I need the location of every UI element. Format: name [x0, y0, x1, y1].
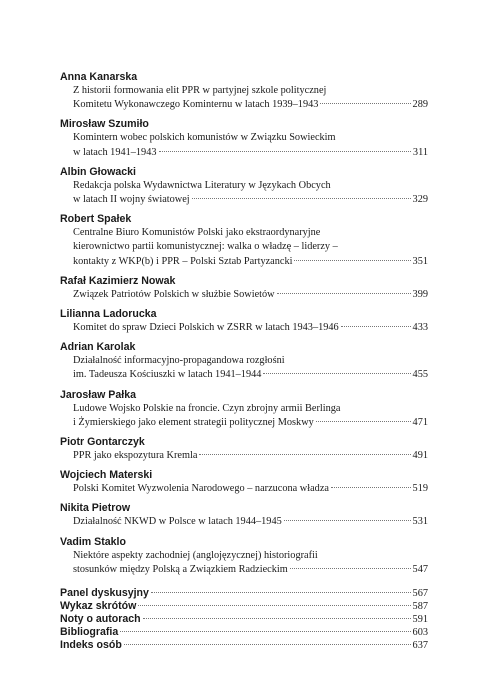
toc-title-line: Polski Komitet Wyzwolenia Narodowego – narzucona władza: [73, 483, 329, 495]
toc-entry[interactable]: [60, 449, 428, 463]
toc-title-line: i Żymierskiego jako element strategii politycznej Moskwy: [73, 416, 314, 428]
toc-title-row: [73, 98, 428, 112]
toc-title-line: stosunków między Polską a Związkiem Radzieckim: [73, 563, 288, 575]
toc-entry[interactable]: [60, 402, 428, 430]
toc-dot-leader: [320, 103, 410, 104]
toc-author: Vadim Staklo: [60, 535, 126, 548]
toc-title-row: [73, 193, 428, 207]
toc-dot-leader: [263, 373, 410, 374]
toc-page-number: 591: [412, 614, 428, 626]
toc-title-line: Działalność NKWD w Polsce w latach 1944–1945: [73, 516, 282, 528]
toc-author: Mirosław Szumiło: [60, 118, 149, 131]
toc-page-number: 519: [412, 483, 428, 495]
toc-page-number: 491: [412, 450, 428, 462]
toc-author: Jarosław Pałka: [60, 388, 136, 401]
toc-entry[interactable]: [60, 549, 428, 577]
toc-entry[interactable]: [60, 226, 428, 269]
toc-page-number: 329: [412, 194, 428, 206]
toc-title-line: kierownictwo partii komunistycznej: walka o władzę – liderzy –: [73, 241, 338, 253]
toc-back-label: Panel dyskusyjny: [60, 587, 149, 600]
toc-title-line: im. Tadeusza Kościuszki w latach 1941–1944: [73, 369, 262, 381]
toc-page-number: 351: [412, 255, 428, 267]
toc-title-line: Ludowe Wojsko Polskie na froncie. Czyn zbrojny armii Berlinga: [73, 402, 341, 414]
toc-page-number: 471: [412, 416, 428, 428]
toc-title-row: [73, 368, 428, 382]
toc-dot-leader: [192, 198, 411, 199]
toc-title-line: Komitetu Wykonawczego Kominternu w latach 1939–1943: [73, 99, 319, 111]
toc-dot-leader: [284, 520, 411, 521]
toc-title-line: Z historii formowania elit PPR w partyjnej szkole politycznej: [73, 85, 327, 96]
toc-back-label: Indeks osób: [60, 639, 122, 652]
toc-entries: [60, 70, 428, 577]
toc-title-row: [73, 146, 428, 160]
toc-page-number: 547: [412, 563, 428, 575]
toc-entry[interactable]: [60, 482, 428, 496]
toc-author: Lilianna Ladorucka: [60, 308, 157, 321]
toc-dot-leader: [124, 644, 411, 645]
toc-dot-leader: [277, 293, 411, 294]
toc-dot-leader: [331, 487, 411, 488]
toc-back-item[interactable]: [60, 613, 428, 626]
toc-back-item[interactable]: [60, 587, 428, 600]
toc-dot-leader: [151, 592, 411, 593]
toc-page-number: 455: [412, 369, 428, 381]
toc-title-row: [73, 288, 428, 302]
toc-title-line: Związek Patriotów Polskich w służbie Sowietów: [73, 288, 275, 300]
toc-page-number: 587: [412, 601, 428, 613]
toc-title-line: w latach II wojny światowej: [73, 194, 190, 206]
toc-title-row: [73, 449, 428, 463]
toc-author: Nikita Pietrow: [60, 502, 131, 515]
toc-author: Anna Kanarska: [60, 71, 138, 83]
toc-title-row: [73, 255, 428, 269]
toc-page-number: 567: [412, 588, 428, 600]
toc-back-item[interactable]: [60, 626, 428, 639]
toc-page-number: 637: [412, 640, 428, 652]
toc-title-row: [73, 416, 428, 430]
toc-dot-leader: [138, 605, 410, 606]
toc-back-matter: [60, 587, 428, 652]
toc-title-line: w latach 1941–1943: [73, 146, 157, 158]
toc-title-row: [73, 515, 428, 529]
toc-dot-leader: [159, 151, 411, 152]
toc-dot-leader: [290, 568, 411, 569]
toc-back-item[interactable]: [60, 600, 428, 613]
toc-dot-leader: [120, 631, 410, 632]
toc-page-number: 399: [412, 288, 428, 300]
toc-dot-leader: [199, 454, 410, 455]
toc-title-row: [73, 321, 428, 335]
table-of-contents: [60, 70, 428, 653]
toc-back-label: Bibliografia: [60, 626, 119, 639]
toc-entry[interactable]: [60, 321, 428, 335]
toc-entry[interactable]: [60, 288, 428, 302]
toc-title-row: [73, 482, 428, 496]
toc-author: Adrian Karolak: [60, 341, 136, 354]
toc-title-line: Niektóre aspekty zachodniej (anglojęzycznej) historiografii: [73, 549, 318, 561]
toc-back-label: Wykaz skrótów: [60, 600, 137, 613]
toc-author: Piotr Gontarczyk: [60, 436, 145, 449]
toc-author: Robert Spałek: [60, 213, 132, 226]
toc-page-number: 603: [412, 627, 428, 639]
toc-title-line: PPR jako ekspozytura Kremla: [73, 450, 198, 462]
toc-dot-leader: [341, 326, 411, 327]
toc-back-label: Noty o autorach: [60, 613, 141, 626]
toc-title-line: Redakcja polska Wydawnictwa Literatury w Językach Obcych: [73, 179, 331, 191]
toc-author: Wojciech Materski: [60, 469, 153, 482]
toc-page-number: 531: [412, 516, 428, 528]
toc-dot-leader: [316, 421, 411, 422]
toc-dot-leader: [294, 260, 410, 261]
toc-entry[interactable]: [60, 84, 428, 112]
toc-author: Rafał Kazimierz Nowak: [60, 274, 176, 287]
toc-page-number: 311: [412, 146, 428, 158]
toc-dot-leader: [143, 618, 411, 619]
toc-title-row: [73, 563, 428, 577]
toc-title-line: Komintern wobec polskich komunistów w Związku Sowieckim: [73, 132, 336, 144]
toc-entry[interactable]: [60, 179, 428, 207]
toc-title-line: Centralne Biuro Komunistów Polski jako ekstraordynaryjne: [73, 227, 321, 239]
toc-title-line: Komitet do spraw Dzieci Polskich w ZSRR w latach 1943–1946: [73, 322, 339, 334]
toc-author: Albin Głowacki: [60, 165, 136, 178]
toc-entry[interactable]: [60, 354, 428, 382]
toc-title-line: Działalność informacyjno-propagandowa rozgłośni: [73, 355, 285, 367]
toc-back-item[interactable]: [60, 639, 428, 652]
toc-entry[interactable]: [60, 515, 428, 529]
toc-entry[interactable]: [60, 131, 428, 159]
toc-page-number: 433: [412, 322, 428, 334]
toc-title-line: kontakty z WKP(b) i PPR – Polski Sztab Partyzancki: [73, 255, 293, 267]
toc-page-number: 289: [412, 99, 428, 111]
